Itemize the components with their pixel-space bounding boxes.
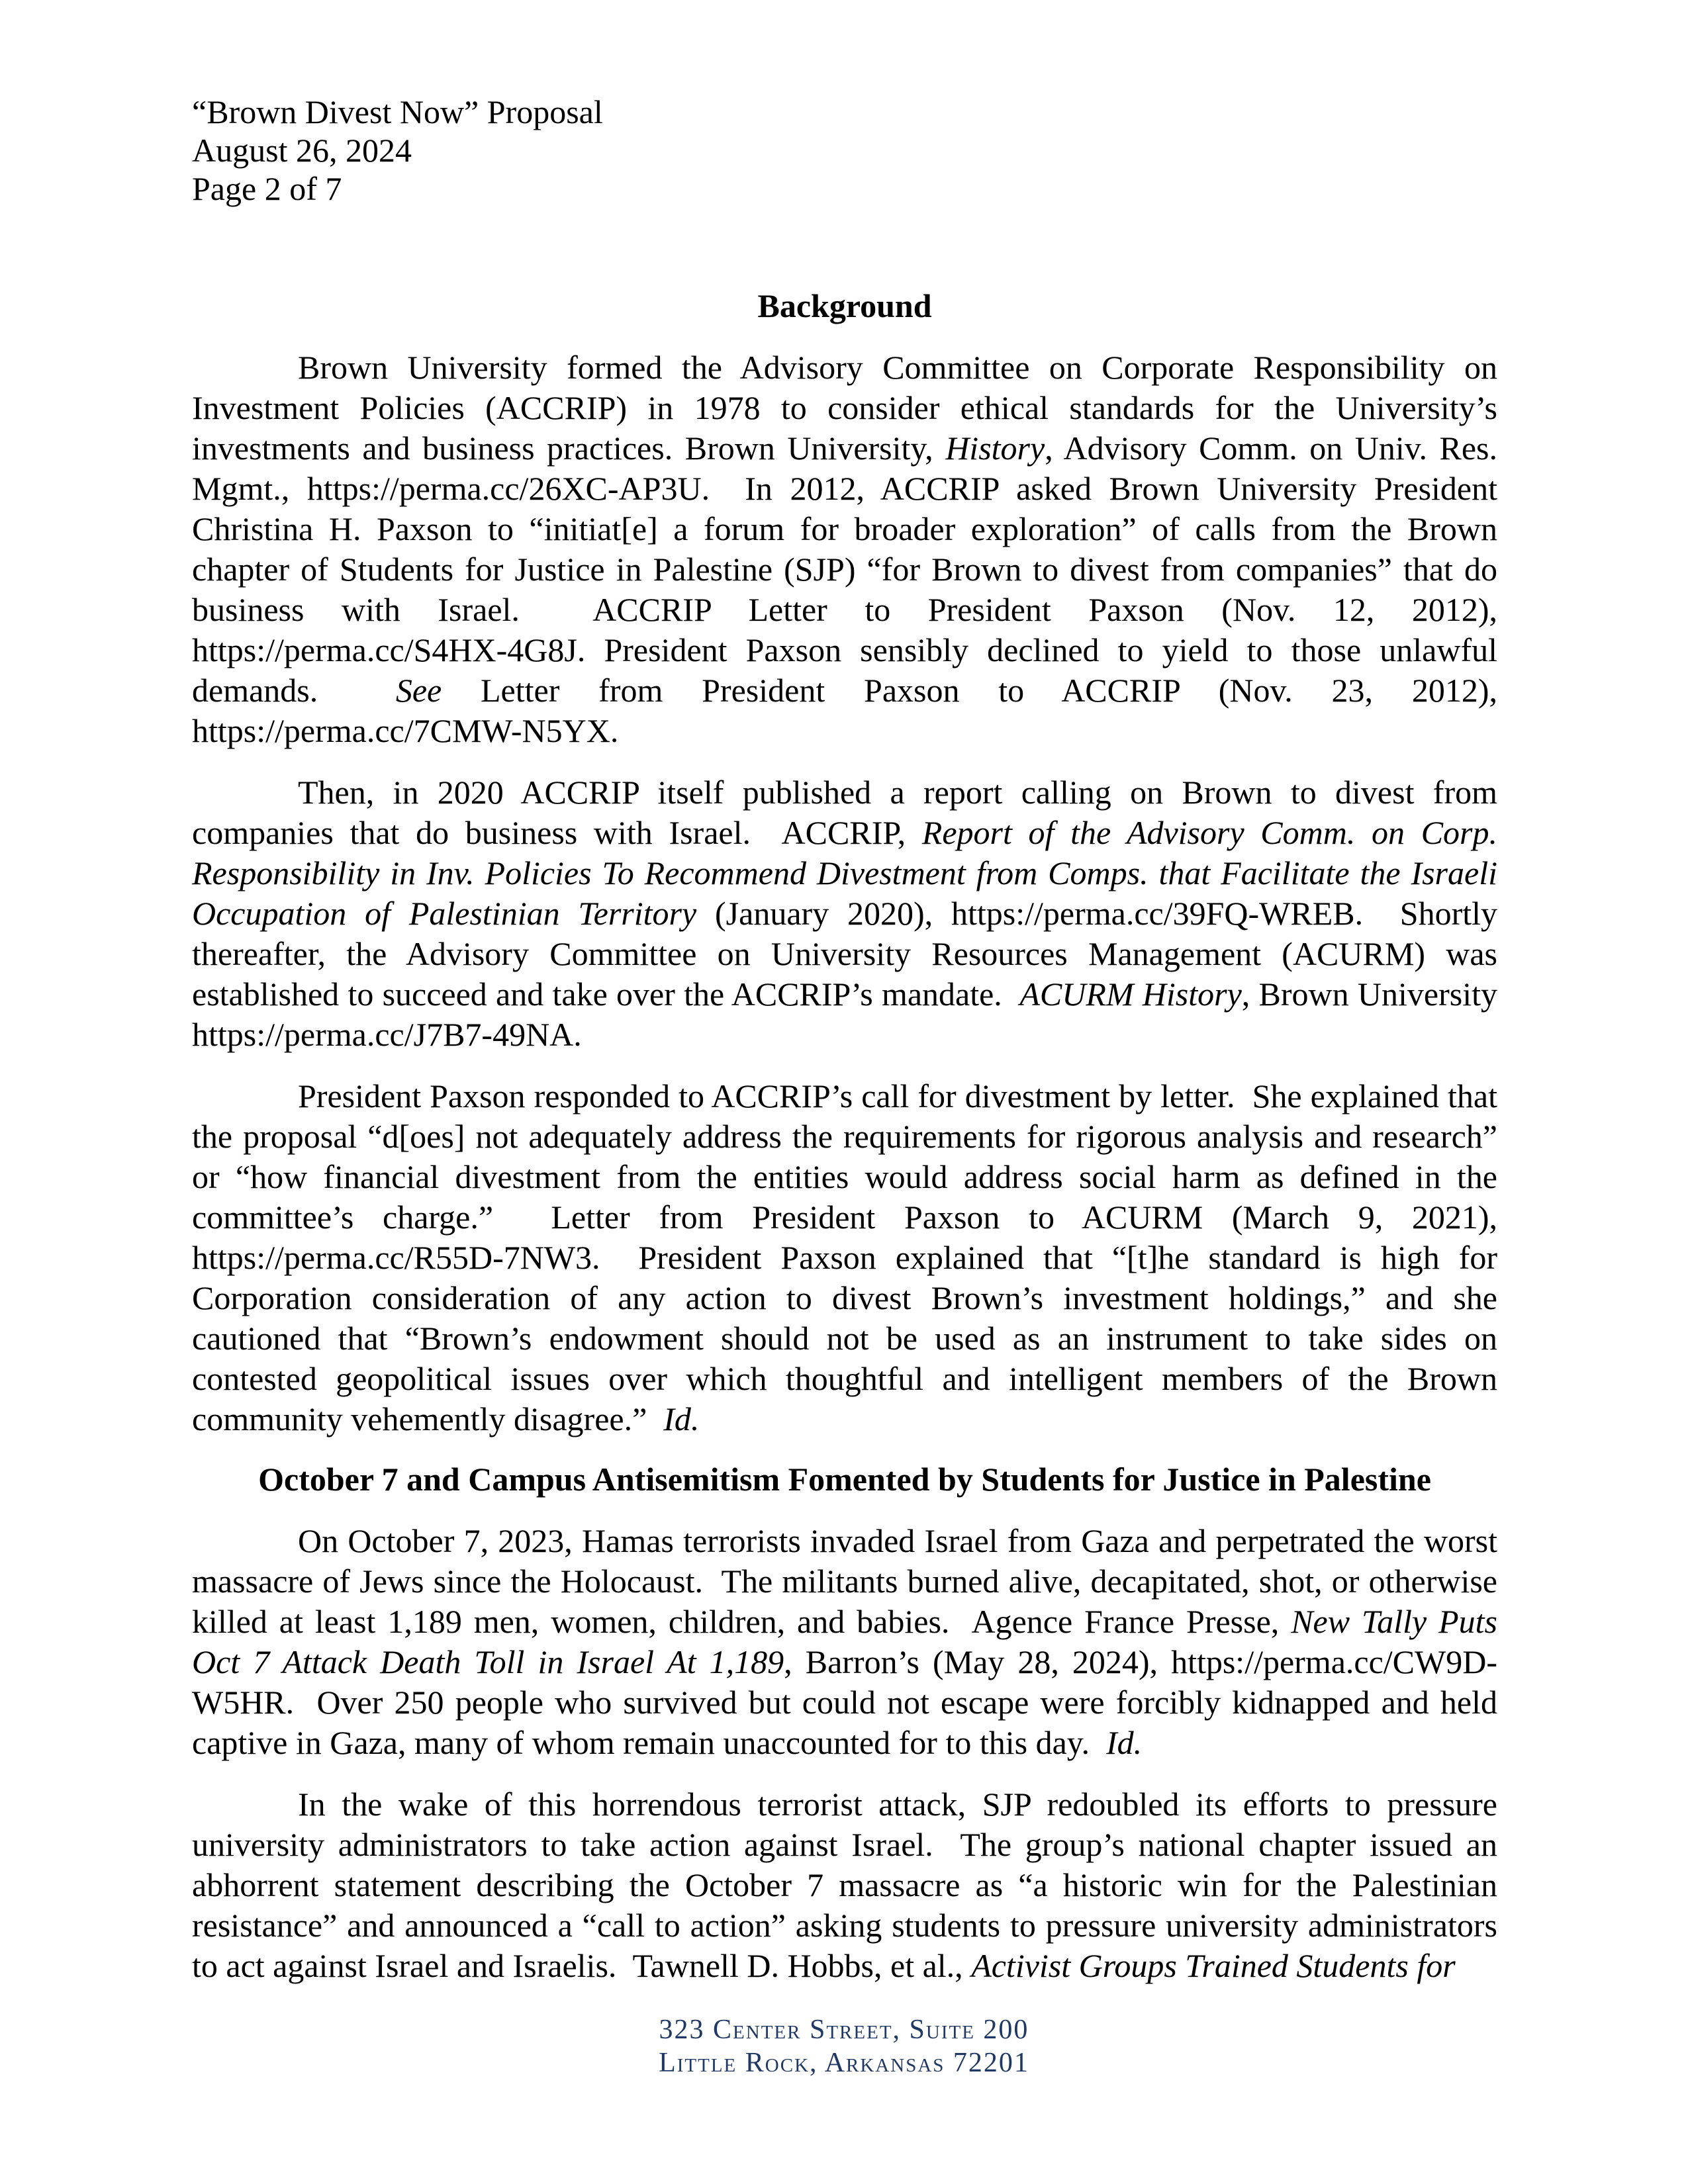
paragraph-accrip-2020-report: Then, in 2020 ACCRIP itself published a report calling on Brown to divest from companies that do business with Israel. ACCRIP, Report of the Advisory Comm. on Corp. Responsibility in Inv. Policies To Recommend Divestment from Comps. that Facilitate the Israeli Occupation of Palestinian Territory (January 2020), https://perma.cc/39FQ-WREB. Shortly thereafter, the Advisory Committee on University Resources Management (ACURM) was established to succeed and take over the ACCRIP’s mandate. ACURM History, Brown University https://perma.cc/J7B7-49NA. (192, 774, 1498, 1053)
section-heading-october7: October 7 and Campus Antisemitism Fomented by Students for Justice in Palestine (258, 1461, 1431, 1498)
header-title: “Brown Divest Now” Proposal (192, 93, 603, 130)
header-date: August 26, 2024 (192, 132, 412, 169)
footer-address-line2: Little Rock, Arkansas 72201 (659, 2048, 1029, 2078)
section-heading-background: Background (757, 287, 932, 324)
paragraph-sjp-pressure: In the wake of this horrendous terrorist attack, SJP redoubled its efforts to pressure university administrators to take action against Israel. The group’s national chapter issued an abhorrent statement describing the October 7 massacre as “a historic win for the Palestinian resistance” and announced a “call to action” asking students to pressure university administrators to act against Israel and Israelis. Tawnell D. Hobbs, et al., Activist Groups Trained Students for (192, 1786, 1497, 1984)
letter-header (192, 93, 1497, 208)
paragraph-accrip-formation: Brown University formed the Advisory Committee on Corporate Responsibility on Investment Policies (ACCRIP) in 1978 to consider ethical standards for the University’s investments and business practices. Brown University, History, Advisory Comm. on Univ. Res. Mgmt., https://perma.cc/26XC-AP3U. In 2012, ACCRIP asked Brown University President Christina H. Paxson to “initiat[e] a forum for broader exploration” of calls from the Brown chapter of Students for Justice in Palestine (SJP) “for Brown to divest from companies” that do business with Israel. ACCRIP Letter to President Paxson (Nov. 12, 2012), https://perma.cc/S4HX-4G8J. President Paxson sensibly declined to yield to those unlawful demands. See Letter from President Paxson to ACCRIP (Nov. 23, 2012), https://perma.cc/7CMW-N5YX. (192, 349, 1498, 749)
paragraph-paxson-response: President Paxson responded to ACCRIP’s call for divestment by letter. She explained that the proposal “d[oes] not adequately address the requirements for rigorous analysis and research” or “how financial divestment from the entities would address social harm as defined in the committee’s charge.” Letter from President Paxson to ACURM (March 9, 2021), https://perma.cc/R55D-7NW3. President Paxson explained that “[t]he standard is high for Corporation consideration of any action to divest Brown’s investment holdings,” and she cautioned that “Brown’s endowment should not be used as an instrument to take sides on contested geopolitical issues over which thoughtful and intelligent members of the Brown community vehemently disagree.” Id. (192, 1077, 1497, 1437)
footer-address-line1: 323 Center Street, Suite 200 (659, 2015, 1029, 2045)
paragraph-october7-attack: On October 7, 2023, Hamas terrorists invaded Israel from Gaza and perpetrated the worst massacre of Jews since the Holocaust. The militants burned alive, decapitated, shot, or otherwise killed at least 1,189 men, women, children, and babies. Agence France Presse, New Tally Puts Oct 7 Attack Death Toll in Israel At 1,189, Barron’s (May 28, 2024), https://perma.cc/CW9D-W5HR. Over 250 people who survived but could not escape were forcibly kidnapped and held captive in Gaza, many of whom remain unaccounted for to this day. Id. (192, 1522, 1497, 1761)
header-page-number: Page 2 of 7 (192, 170, 342, 207)
letter-footer-address (0, 2013, 1688, 2079)
